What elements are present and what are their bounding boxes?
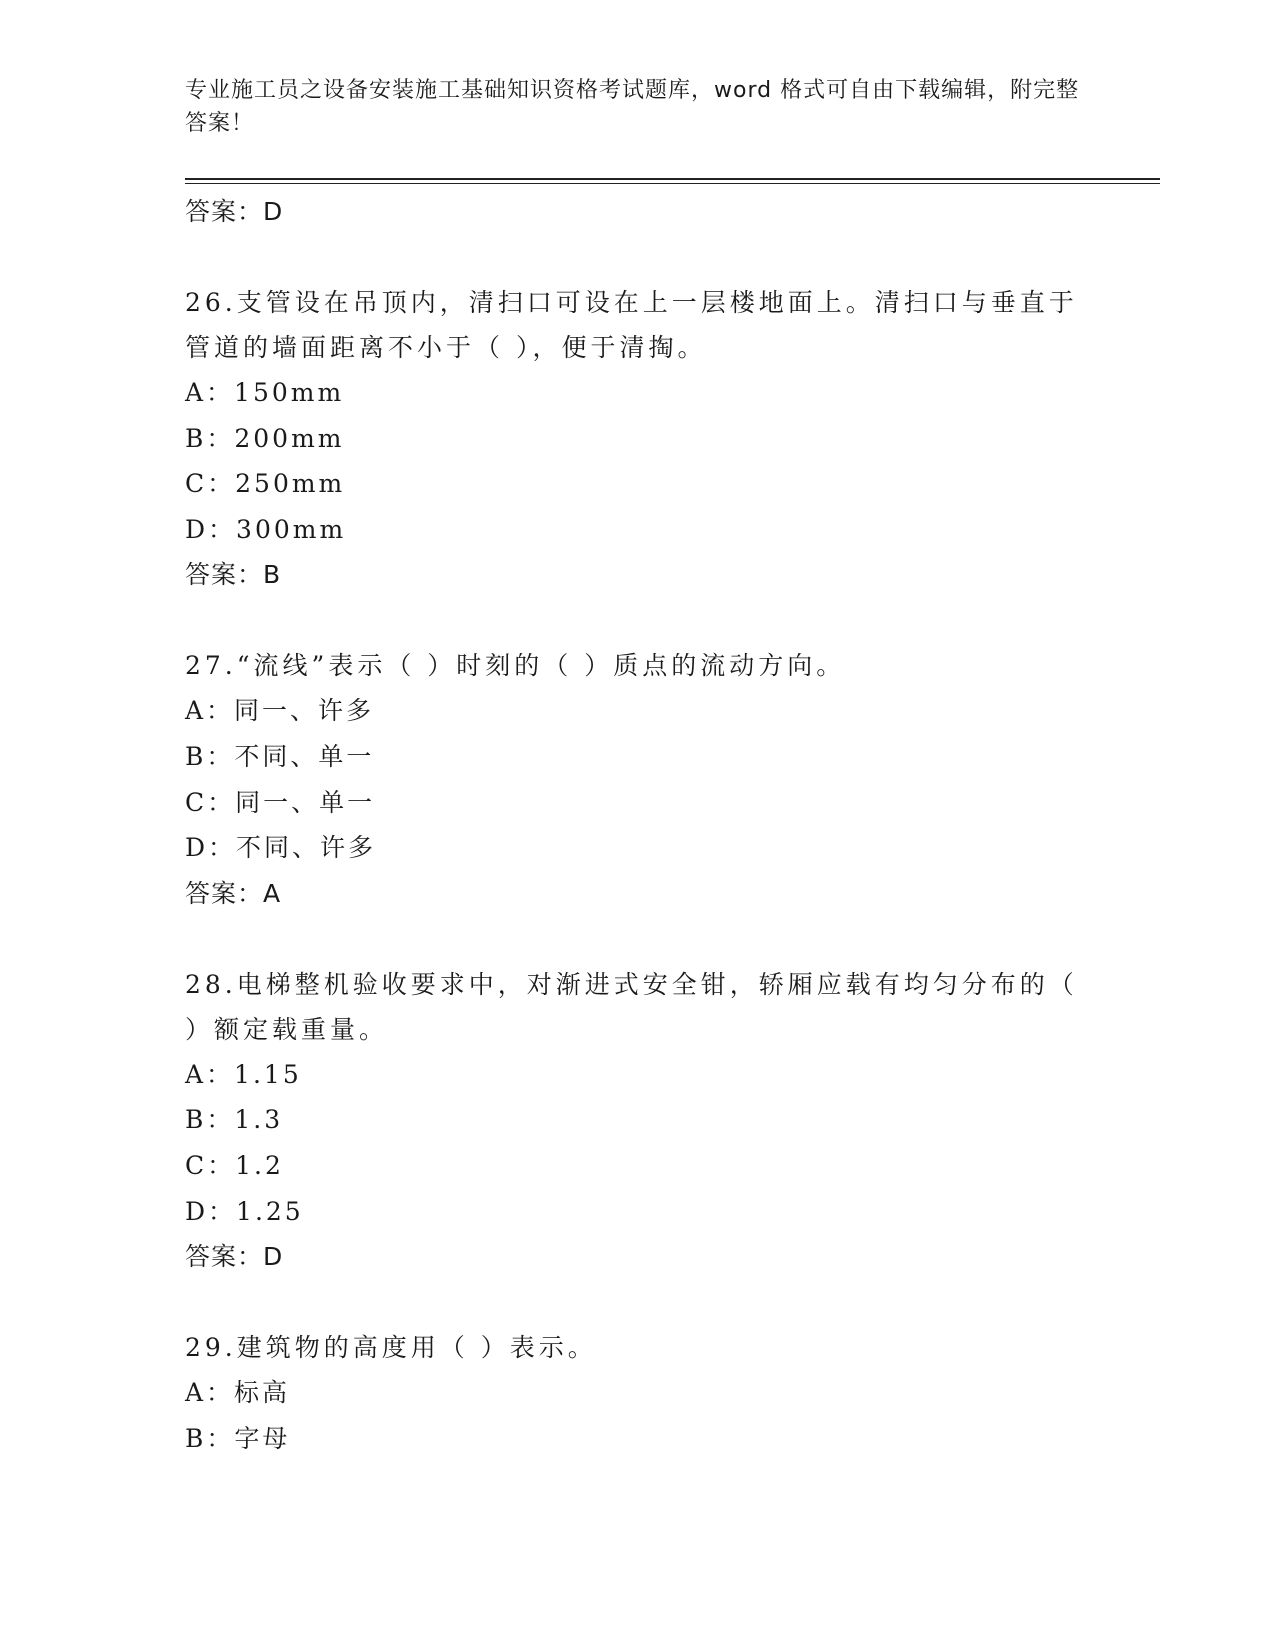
header-divider-thick xyxy=(185,178,1160,180)
answer-line: 答案：A xyxy=(185,878,282,908)
question-stem: 28.电梯整机验收要求中，对渐进式安全钳，轿厢应载有均匀分布的（ ）额定载重量。 xyxy=(185,969,1078,1044)
option-d: D：1.25 xyxy=(185,1196,304,1226)
answer-line: 答案：B xyxy=(185,560,282,590)
question-stem: 29.建筑物的高度用（ ）表示。 xyxy=(185,1333,597,1363)
option-b: B：字母 xyxy=(185,1423,291,1453)
header-divider-thin xyxy=(185,183,1160,184)
question-block xyxy=(185,280,1085,597)
option-c: C：250mm xyxy=(185,469,346,499)
option-a: A：150mm xyxy=(185,378,345,407)
document-header: 专业施工员之设备安装施工基础知识资格考试题库，word 格式可自由下载编辑，附完整答案！ xyxy=(185,78,1080,136)
question-list xyxy=(185,189,1085,1461)
option-d: D：300mm xyxy=(185,514,347,544)
answer-line: 答案：D xyxy=(185,1242,284,1272)
option-a: A：同一、许多 xyxy=(185,696,375,726)
option-c: C：1.2 xyxy=(185,1150,284,1180)
question-block xyxy=(185,643,1085,915)
option-a: A：标高 xyxy=(185,1378,291,1408)
option-c: C：同一、单一 xyxy=(185,787,376,817)
option-b: B：不同、单一 xyxy=(185,741,375,771)
question-block xyxy=(185,1325,1085,1461)
question-stem: 27.“流线”表示（ ）时刻的（ ）质点的流动方向。 xyxy=(185,651,846,681)
question-stem: 26.支管设在吊顶内，清扫口可设在上一层楼地面上。清扫口与垂直于管道的墙面距离不小于（ ），便于清掏。 xyxy=(185,288,1078,362)
answer-line: 答案：D xyxy=(185,197,284,226)
option-b: B：200mm xyxy=(185,423,345,453)
option-a: A：1.15 xyxy=(185,1059,302,1089)
question-block xyxy=(185,962,1085,1279)
option-d: D：不同、许多 xyxy=(185,833,377,863)
option-b: B：1.3 xyxy=(185,1105,284,1135)
